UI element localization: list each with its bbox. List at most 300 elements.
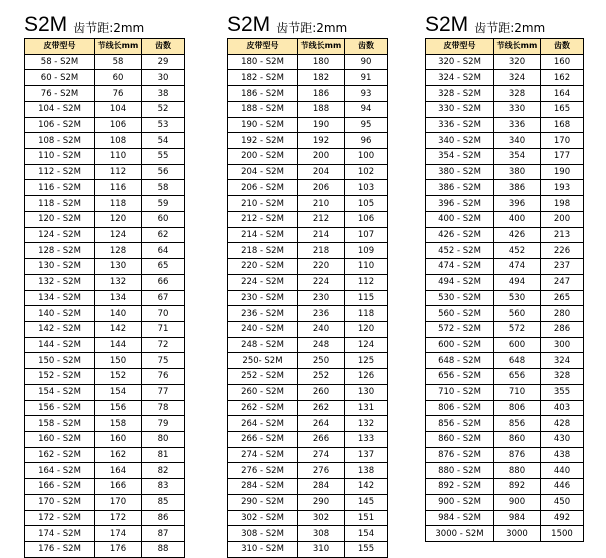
- header-tooth-count: 齿数: [345, 39, 388, 55]
- table-row: [228, 101, 388, 117]
- belt-model-cell: 116 - S2M: [25, 180, 95, 196]
- belt-model-cell: 106 - S2M: [25, 117, 95, 133]
- header-belt-model: 皮带型号: [228, 39, 298, 55]
- belt-model-cell: 180 - S2M: [228, 54, 298, 70]
- tooth-count-cell: 76: [142, 369, 185, 385]
- belt-model-cell: 112 - S2M: [25, 164, 95, 180]
- table-row: [228, 259, 388, 275]
- pitch-length-cell: 330: [494, 101, 541, 117]
- tooth-count-cell: 324: [541, 353, 584, 369]
- pitch-length-cell: 560: [494, 306, 541, 322]
- table-row: [228, 542, 388, 558]
- belt-model-cell: 154 - S2M: [25, 384, 95, 400]
- pitch-length-cell: 174: [95, 526, 142, 542]
- table-block-3: [425, 0, 584, 542]
- table-row: [25, 274, 185, 290]
- table-row: [426, 149, 584, 165]
- table-row: [25, 321, 185, 337]
- belt-model-cell: 324 - S2M: [426, 70, 494, 86]
- table-row: [25, 180, 185, 196]
- pitch-length-cell: 192: [298, 133, 345, 149]
- pitch-length-cell: 984: [494, 510, 541, 526]
- belt-model-cell: 900 - S2M: [426, 494, 494, 510]
- table-row: [426, 384, 584, 400]
- tooth-count-cell: 30: [142, 70, 185, 86]
- tooth-count-cell: 237: [541, 259, 584, 275]
- table-row: [25, 416, 185, 432]
- table-row: [228, 337, 388, 353]
- belt-model-cell: 76 - S2M: [25, 86, 95, 102]
- tooth-count-cell: 160: [541, 54, 584, 70]
- pitch-length-cell: 154: [95, 384, 142, 400]
- pitch-length-cell: 104: [95, 101, 142, 117]
- tooth-count-cell: 280: [541, 306, 584, 322]
- belt-model-cell: 284 - S2M: [228, 479, 298, 495]
- table-row: [426, 180, 584, 196]
- pitch-length-cell: 530: [494, 290, 541, 306]
- tooth-count-cell: 55: [142, 149, 185, 165]
- belt-model-cell: 386 - S2M: [426, 180, 494, 196]
- tooth-count-cell: 71: [142, 321, 185, 337]
- pitch-length-cell: 120: [95, 211, 142, 227]
- pitch-length-cell: 140: [95, 306, 142, 322]
- table-row: [228, 526, 388, 542]
- table-row: [426, 259, 584, 275]
- tooth-count-cell: 1500: [541, 526, 584, 542]
- tooth-count-cell: 165: [541, 101, 584, 117]
- belt-type-title: S2M: [227, 13, 271, 36]
- belt-model-cell: 214 - S2M: [228, 227, 298, 243]
- table-row: [426, 290, 584, 306]
- table-row: [228, 416, 388, 432]
- table-row: [426, 447, 584, 463]
- belt-model-cell: 328 - S2M: [426, 86, 494, 102]
- pitch-length-cell: 250: [298, 353, 345, 369]
- pitch-length-cell: 324: [494, 70, 541, 86]
- table-header-row: [25, 39, 185, 55]
- pitch-length-cell: 76: [95, 86, 142, 102]
- belt-model-cell: 182 - S2M: [228, 70, 298, 86]
- belt-model-cell: 60 - S2M: [25, 70, 95, 86]
- belt-model-cell: 188 - S2M: [228, 101, 298, 117]
- tooth-count-cell: 56: [142, 164, 185, 180]
- table-row: [426, 101, 584, 117]
- tooth-count-cell: 103: [345, 180, 388, 196]
- tooth-count-cell: 286: [541, 321, 584, 337]
- table-row: [25, 526, 185, 542]
- pitch-length-cell: 172: [95, 510, 142, 526]
- pitch-length-cell: 112: [95, 164, 142, 180]
- table-header-row: [228, 39, 388, 55]
- pitch-length-cell: 116: [95, 180, 142, 196]
- tooth-count-cell: 193: [541, 180, 584, 196]
- tooth-count-cell: 133: [345, 431, 388, 447]
- pitch-length-cell: 310: [298, 542, 345, 558]
- pitch-length-cell: 212: [298, 211, 345, 227]
- pitch-length-cell: 426: [494, 227, 541, 243]
- belt-model-cell: 276 - S2M: [228, 463, 298, 479]
- belt-model-cell: 876 - S2M: [426, 447, 494, 463]
- table-row: [228, 243, 388, 259]
- tooth-count-cell: 177: [541, 149, 584, 165]
- table-row: [228, 70, 388, 86]
- table-row: [228, 290, 388, 306]
- belt-type-title: S2M: [425, 13, 469, 36]
- table-row: [228, 306, 388, 322]
- pitch-length-cell: 648: [494, 353, 541, 369]
- pitch-length-cell: 224: [298, 274, 345, 290]
- pitch-length-cell: 144: [95, 337, 142, 353]
- pitch-length-cell: 260: [298, 384, 345, 400]
- tooth-count-cell: 450: [541, 494, 584, 510]
- belt-model-cell: 266 - S2M: [228, 431, 298, 447]
- table-row: [25, 384, 185, 400]
- tooth-count-cell: 109: [345, 243, 388, 259]
- pitch-length-cell: 262: [298, 400, 345, 416]
- header-belt-model: 皮带型号: [25, 39, 95, 55]
- belt-model-cell: 474 - S2M: [426, 259, 494, 275]
- belt-model-cell: 494 - S2M: [426, 274, 494, 290]
- table-row: [25, 101, 185, 117]
- table-row: [228, 54, 388, 70]
- tooth-count-cell: 115: [345, 290, 388, 306]
- belt-model-cell: 176 - S2M: [25, 542, 95, 558]
- table-row: [25, 86, 185, 102]
- tooth-count-cell: 145: [345, 494, 388, 510]
- table-row: [228, 384, 388, 400]
- pitch-length-cell: 150: [95, 353, 142, 369]
- belt-model-cell: 572 - S2M: [426, 321, 494, 337]
- table-row: [426, 510, 584, 526]
- tooth-count-cell: 29: [142, 54, 185, 70]
- belt-model-cell: 120 - S2M: [25, 211, 95, 227]
- tooth-count-cell: 438: [541, 447, 584, 463]
- table-row: [426, 274, 584, 290]
- belt-model-cell: 144 - S2M: [25, 337, 95, 353]
- pitch-length-cell: 180: [298, 54, 345, 70]
- header-tooth-count: 齿数: [142, 39, 185, 55]
- belt-model-cell: 162 - S2M: [25, 447, 95, 463]
- pitch-length-cell: 336: [494, 117, 541, 133]
- belt-model-cell: 156 - S2M: [25, 400, 95, 416]
- tooth-pitch-label: 齿节距:2mm: [73, 21, 145, 35]
- table-row: [228, 479, 388, 495]
- tooth-count-cell: 100: [345, 149, 388, 165]
- belt-model-cell: 426 - S2M: [426, 227, 494, 243]
- pitch-length-cell: 110: [95, 149, 142, 165]
- tooth-count-cell: 118: [345, 306, 388, 322]
- belt-model-cell: 806 - S2M: [426, 400, 494, 416]
- belt-model-cell: 200 - S2M: [228, 149, 298, 165]
- belt-model-cell: 124 - S2M: [25, 227, 95, 243]
- belt-model-cell: 206 - S2M: [228, 180, 298, 196]
- table-row: [25, 337, 185, 353]
- table-row: [228, 164, 388, 180]
- pitch-length-cell: 186: [298, 86, 345, 102]
- belt-table: [425, 38, 584, 542]
- tooth-count-cell: 190: [541, 164, 584, 180]
- table-row: [426, 243, 584, 259]
- pitch-length-cell: 386: [494, 180, 541, 196]
- pitch-length-cell: 308: [298, 526, 345, 542]
- tooth-count-cell: 164: [541, 86, 584, 102]
- tooth-pitch-label: 齿节距:2mm: [276, 21, 348, 35]
- tooth-count-cell: 94: [345, 101, 388, 117]
- belt-model-cell: 190 - S2M: [228, 117, 298, 133]
- pitch-length-cell: 152: [95, 369, 142, 385]
- table-row: [25, 70, 185, 86]
- table-row: [426, 196, 584, 212]
- belt-model-cell: 186 - S2M: [228, 86, 298, 102]
- belt-model-cell: 530 - S2M: [426, 290, 494, 306]
- table-row: [426, 70, 584, 86]
- pitch-length-cell: 142: [95, 321, 142, 337]
- pitch-length-cell: 806: [494, 400, 541, 416]
- table-row: [25, 447, 185, 463]
- tooth-count-cell: 131: [345, 400, 388, 416]
- table-row: [426, 133, 584, 149]
- table-row: [25, 54, 185, 70]
- pitch-length-cell: 218: [298, 243, 345, 259]
- tooth-count-cell: 125: [345, 353, 388, 369]
- table-row: [228, 463, 388, 479]
- table-row: [228, 510, 388, 526]
- belt-model-cell: 248 - S2M: [228, 337, 298, 353]
- table-row: [25, 243, 185, 259]
- belt-model-cell: 212 - S2M: [228, 211, 298, 227]
- pitch-length-cell: 170: [95, 494, 142, 510]
- belt-model-cell: 262 - S2M: [228, 400, 298, 416]
- belt-model-cell: 218 - S2M: [228, 243, 298, 259]
- tooth-count-cell: 83: [142, 479, 185, 495]
- table-row: [228, 274, 388, 290]
- table-row: [426, 479, 584, 495]
- table-row: [25, 510, 185, 526]
- pitch-length-cell: 132: [95, 274, 142, 290]
- belt-model-cell: 236 - S2M: [228, 306, 298, 322]
- table-row: [228, 494, 388, 510]
- pitch-length-cell: 452: [494, 243, 541, 259]
- table-row: [426, 369, 584, 385]
- table-row: [426, 416, 584, 432]
- pitch-length-cell: 164: [95, 463, 142, 479]
- table-row: [426, 463, 584, 479]
- tooth-count-cell: 168: [541, 117, 584, 133]
- belt-model-cell: 710 - S2M: [426, 384, 494, 400]
- belt-model-cell: 290 - S2M: [228, 494, 298, 510]
- pitch-length-cell: 130: [95, 259, 142, 275]
- pitch-length-cell: 176: [95, 542, 142, 558]
- pitch-length-cell: 900: [494, 494, 541, 510]
- pitch-length-cell: 380: [494, 164, 541, 180]
- tooth-count-cell: 198: [541, 196, 584, 212]
- belt-model-cell: 264 - S2M: [228, 416, 298, 432]
- belt-model-cell: 648 - S2M: [426, 353, 494, 369]
- belt-table: [227, 38, 388, 558]
- pitch-length-cell: 354: [494, 149, 541, 165]
- tooth-count-cell: 170: [541, 133, 584, 149]
- tooth-count-cell: 106: [345, 211, 388, 227]
- header-belt-model: 皮带型号: [426, 39, 494, 55]
- belt-model-cell: 204 - S2M: [228, 164, 298, 180]
- pitch-length-cell: 892: [494, 479, 541, 495]
- tooth-count-cell: 107: [345, 227, 388, 243]
- tooth-count-cell: 58: [142, 180, 185, 196]
- table-row: [25, 431, 185, 447]
- tooth-pitch-label: 齿节距:2mm: [474, 21, 546, 35]
- tooth-count-cell: 446: [541, 479, 584, 495]
- tooth-count-cell: 328: [541, 369, 584, 385]
- pitch-length-cell: 572: [494, 321, 541, 337]
- pitch-length-cell: 328: [494, 86, 541, 102]
- tooth-count-cell: 102: [345, 164, 388, 180]
- belt-model-cell: 984 - S2M: [426, 510, 494, 526]
- tooth-count-cell: 59: [142, 196, 185, 212]
- pitch-length-cell: 600: [494, 337, 541, 353]
- tooth-count-cell: 79: [142, 416, 185, 432]
- tooth-count-cell: 105: [345, 196, 388, 212]
- pitch-length-cell: 302: [298, 510, 345, 526]
- belt-model-cell: 380 - S2M: [426, 164, 494, 180]
- pitch-length-cell: 118: [95, 196, 142, 212]
- table-row: [228, 431, 388, 447]
- belt-model-cell: 320 - S2M: [426, 54, 494, 70]
- belt-model-cell: 104 - S2M: [25, 101, 95, 117]
- tooth-count-cell: 65: [142, 259, 185, 275]
- pitch-length-cell: 710: [494, 384, 541, 400]
- belt-model-cell: 340 - S2M: [426, 133, 494, 149]
- pitch-length-cell: 206: [298, 180, 345, 196]
- table-row: [228, 117, 388, 133]
- pitch-length-cell: 274: [298, 447, 345, 463]
- table-row: [228, 353, 388, 369]
- belt-model-cell: 210 - S2M: [228, 196, 298, 212]
- tooth-count-cell: 440: [541, 463, 584, 479]
- pitch-length-cell: 264: [298, 416, 345, 432]
- table-row: [426, 306, 584, 322]
- pitch-length-cell: 188: [298, 101, 345, 117]
- belt-model-cell: 224 - S2M: [228, 274, 298, 290]
- table-header-row: [426, 39, 584, 55]
- tooth-count-cell: 78: [142, 400, 185, 416]
- pitch-length-cell: 158: [95, 416, 142, 432]
- belt-model-cell: 132 - S2M: [25, 274, 95, 290]
- table-row: [25, 369, 185, 385]
- belt-model-cell: 142 - S2M: [25, 321, 95, 337]
- belt-model-cell: 150 - S2M: [25, 353, 95, 369]
- belt-model-cell: 170 - S2M: [25, 494, 95, 510]
- tooth-count-cell: 88: [142, 542, 185, 558]
- belt-model-cell: 160 - S2M: [25, 431, 95, 447]
- pitch-length-cell: 204: [298, 164, 345, 180]
- table-row: [25, 290, 185, 306]
- table-row: [25, 494, 185, 510]
- belt-model-cell: 172 - S2M: [25, 510, 95, 526]
- pitch-length-cell: 876: [494, 447, 541, 463]
- belt-model-cell: 308 - S2M: [228, 526, 298, 542]
- belt-model-cell: 58 - S2M: [25, 54, 95, 70]
- table-row: [25, 463, 185, 479]
- belt-model-cell: 158 - S2M: [25, 416, 95, 432]
- belt-model-cell: 600 - S2M: [426, 337, 494, 353]
- table-row: [228, 369, 388, 385]
- belt-model-cell: 118 - S2M: [25, 196, 95, 212]
- table-title: [24, 0, 185, 38]
- header-tooth-count: 齿数: [541, 39, 584, 55]
- tooth-count-cell: 110: [345, 259, 388, 275]
- pitch-length-cell: 160: [95, 431, 142, 447]
- pitch-length-cell: 340: [494, 133, 541, 149]
- belt-model-cell: 396 - S2M: [426, 196, 494, 212]
- table-row: [25, 259, 185, 275]
- pitch-length-cell: 266: [298, 431, 345, 447]
- table-row: [228, 211, 388, 227]
- belt-model-cell: 192 - S2M: [228, 133, 298, 149]
- table-row: [228, 227, 388, 243]
- pitch-length-cell: 276: [298, 463, 345, 479]
- tooth-count-cell: 90: [345, 54, 388, 70]
- pitch-length-cell: 252: [298, 369, 345, 385]
- tooth-count-cell: 62: [142, 227, 185, 243]
- pitch-length-cell: 128: [95, 243, 142, 259]
- table-row: [228, 447, 388, 463]
- pitch-length-cell: 248: [298, 337, 345, 353]
- belt-model-cell: 856 - S2M: [426, 416, 494, 432]
- table-row: [25, 353, 185, 369]
- table-row: [228, 180, 388, 196]
- belt-model-cell: 274 - S2M: [228, 447, 298, 463]
- tooth-count-cell: 355: [541, 384, 584, 400]
- tooth-count-cell: 77: [142, 384, 185, 400]
- tooth-count-cell: 142: [345, 479, 388, 495]
- table-row: [25, 400, 185, 416]
- header-pitch-length: 节线长mm: [95, 39, 142, 55]
- table-row: [25, 117, 185, 133]
- tooth-count-cell: 200: [541, 211, 584, 227]
- table-block-2: [227, 0, 388, 558]
- belt-model-cell: 452 - S2M: [426, 243, 494, 259]
- belt-model-cell: 130 - S2M: [25, 259, 95, 275]
- tooth-count-cell: 60: [142, 211, 185, 227]
- belt-model-cell: 220 - S2M: [228, 259, 298, 275]
- belt-model-cell: 656 - S2M: [426, 369, 494, 385]
- header-pitch-length: 节线长mm: [494, 39, 541, 55]
- belt-model-cell: 310 - S2M: [228, 542, 298, 558]
- belt-model-cell: 250- S2M: [228, 353, 298, 369]
- tooth-count-cell: 72: [142, 337, 185, 353]
- tooth-count-cell: 53: [142, 117, 185, 133]
- tooth-count-cell: 95: [345, 117, 388, 133]
- belt-model-cell: 892 - S2M: [426, 479, 494, 495]
- tooth-count-cell: 132: [345, 416, 388, 432]
- tooth-count-cell: 213: [541, 227, 584, 243]
- tooth-count-cell: 247: [541, 274, 584, 290]
- pitch-length-cell: 494: [494, 274, 541, 290]
- pitch-length-cell: 200: [298, 149, 345, 165]
- pitch-length-cell: 320: [494, 54, 541, 70]
- tooth-count-cell: 80: [142, 431, 185, 447]
- belt-model-cell: 108 - S2M: [25, 133, 95, 149]
- pitch-length-cell: 60: [95, 70, 142, 86]
- table-row: [426, 353, 584, 369]
- tooth-count-cell: 428: [541, 416, 584, 432]
- tooth-count-cell: 124: [345, 337, 388, 353]
- tooth-count-cell: 155: [345, 542, 388, 558]
- tooth-count-cell: 54: [142, 133, 185, 149]
- tooth-count-cell: 64: [142, 243, 185, 259]
- belt-model-cell: 860 - S2M: [426, 431, 494, 447]
- belt-model-cell: 134 - S2M: [25, 290, 95, 306]
